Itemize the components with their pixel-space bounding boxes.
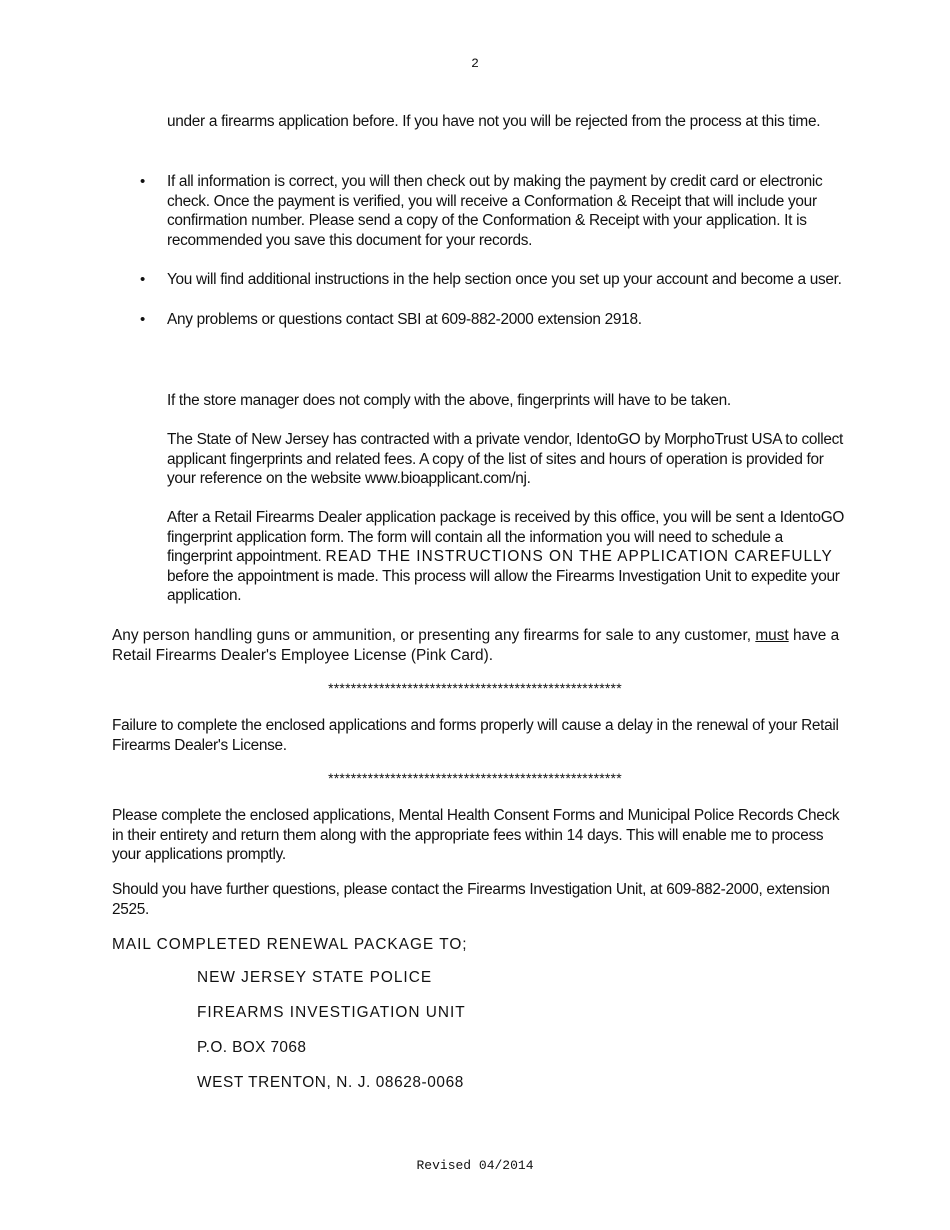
list-item [140, 270, 847, 290]
bullet-icon: • [140, 173, 145, 190]
after-caps-text: READ THE INSTRUCTIONS ON THE APPLICATION CAREFULLY [325, 548, 833, 566]
bullet-icon: • [140, 271, 145, 289]
page-number: 2 [471, 56, 479, 71]
underlined-must: must [755, 627, 789, 644]
list-item-text: If all information is correct, you will then check out by making the payment by credit card or electronic check. Once the payment is verified, you will receive a Conformation & Receipt that will include your confirmation number. Please send a copy of the Conformation & Receipt with your application. It is recommended you save this document for your records. [167, 173, 823, 249]
failure-paragraph: Failure to complete the enclosed applications and forms properly will cause a delay in the renewal of your Retail Firearms Dealer's License. [112, 717, 839, 754]
address-line: P.O. BOX 7068 [197, 1039, 307, 1056]
address-line: FIREARMS INVESTIGATION UNIT [197, 1004, 466, 1021]
any-person-text-1: Any person handling guns or ammunition, or presenting any firearms for sale to any customer, [112, 627, 756, 644]
separator: **************************************************** [328, 680, 622, 696]
revision-footer: Revised 04/2014 [416, 1158, 534, 1173]
store-manager-paragraph: If the store manager does not comply with the above, fingerprints will have to be taken. [167, 392, 731, 409]
bullet-icon: • [140, 310, 145, 328]
after-application-paragraph [167, 508, 847, 606]
address-line: NEW JERSEY STATE POLICE [197, 969, 433, 986]
instruction-list [140, 172, 847, 330]
please-complete-paragraph: Please complete the enclosed applications, Mental Health Consent Forms and Municipal Police Records Check in their entirety and return them along with the appropriate fees within 14 days. This will enable me to process your applications promptly. [112, 807, 840, 864]
after-text-2: before the appointment is made. This process will allow the Firearms Investigation Unit to expedite your application. [167, 567, 840, 605]
list-item-text: Any problems or questions contact SBI at 609-882-2000 extension 2918. [167, 310, 642, 328]
after-text-1: After a Retail Firearms Dealer application package is received by this office, you will be sent a IdentoGO fingerprint application form. The form will contain all the information you will need to schedule a fingerprint appointment. [167, 509, 845, 566]
list-item [140, 172, 847, 250]
list-item [140, 310, 847, 330]
any-person-text-2: have a Retail Firearms Dealer's Employee License (Pink Card). [112, 627, 840, 664]
questions-paragraph: Should you have further questions, please contact the Firearms Investigation Unit, at 609-882-2000, extension 2525. [112, 881, 830, 918]
list-item-text: You will find additional instructions in the help section once you set up your account and become a user. [167, 271, 842, 289]
any-person-paragraph [112, 626, 847, 665]
address-line: WEST TRENTON, N. J. 08628-0068 [197, 1074, 464, 1091]
separator: **************************************************** [328, 770, 622, 786]
continuation-paragraph: under a firearms application before. If you have not you will be rejected from the process at this time. [167, 113, 821, 130]
mail-heading: MAIL COMPLETED RENEWAL PACKAGE TO; [112, 936, 468, 953]
vendor-paragraph: The State of New Jersey has contracted with a private vendor, IdentoGO by MorphoTrust USA to collect applicant fingerprints and related fees. A copy of the list of sites and hours of operation is provided for your reference on the website www.bioapplicant.com/nj. [167, 431, 844, 488]
